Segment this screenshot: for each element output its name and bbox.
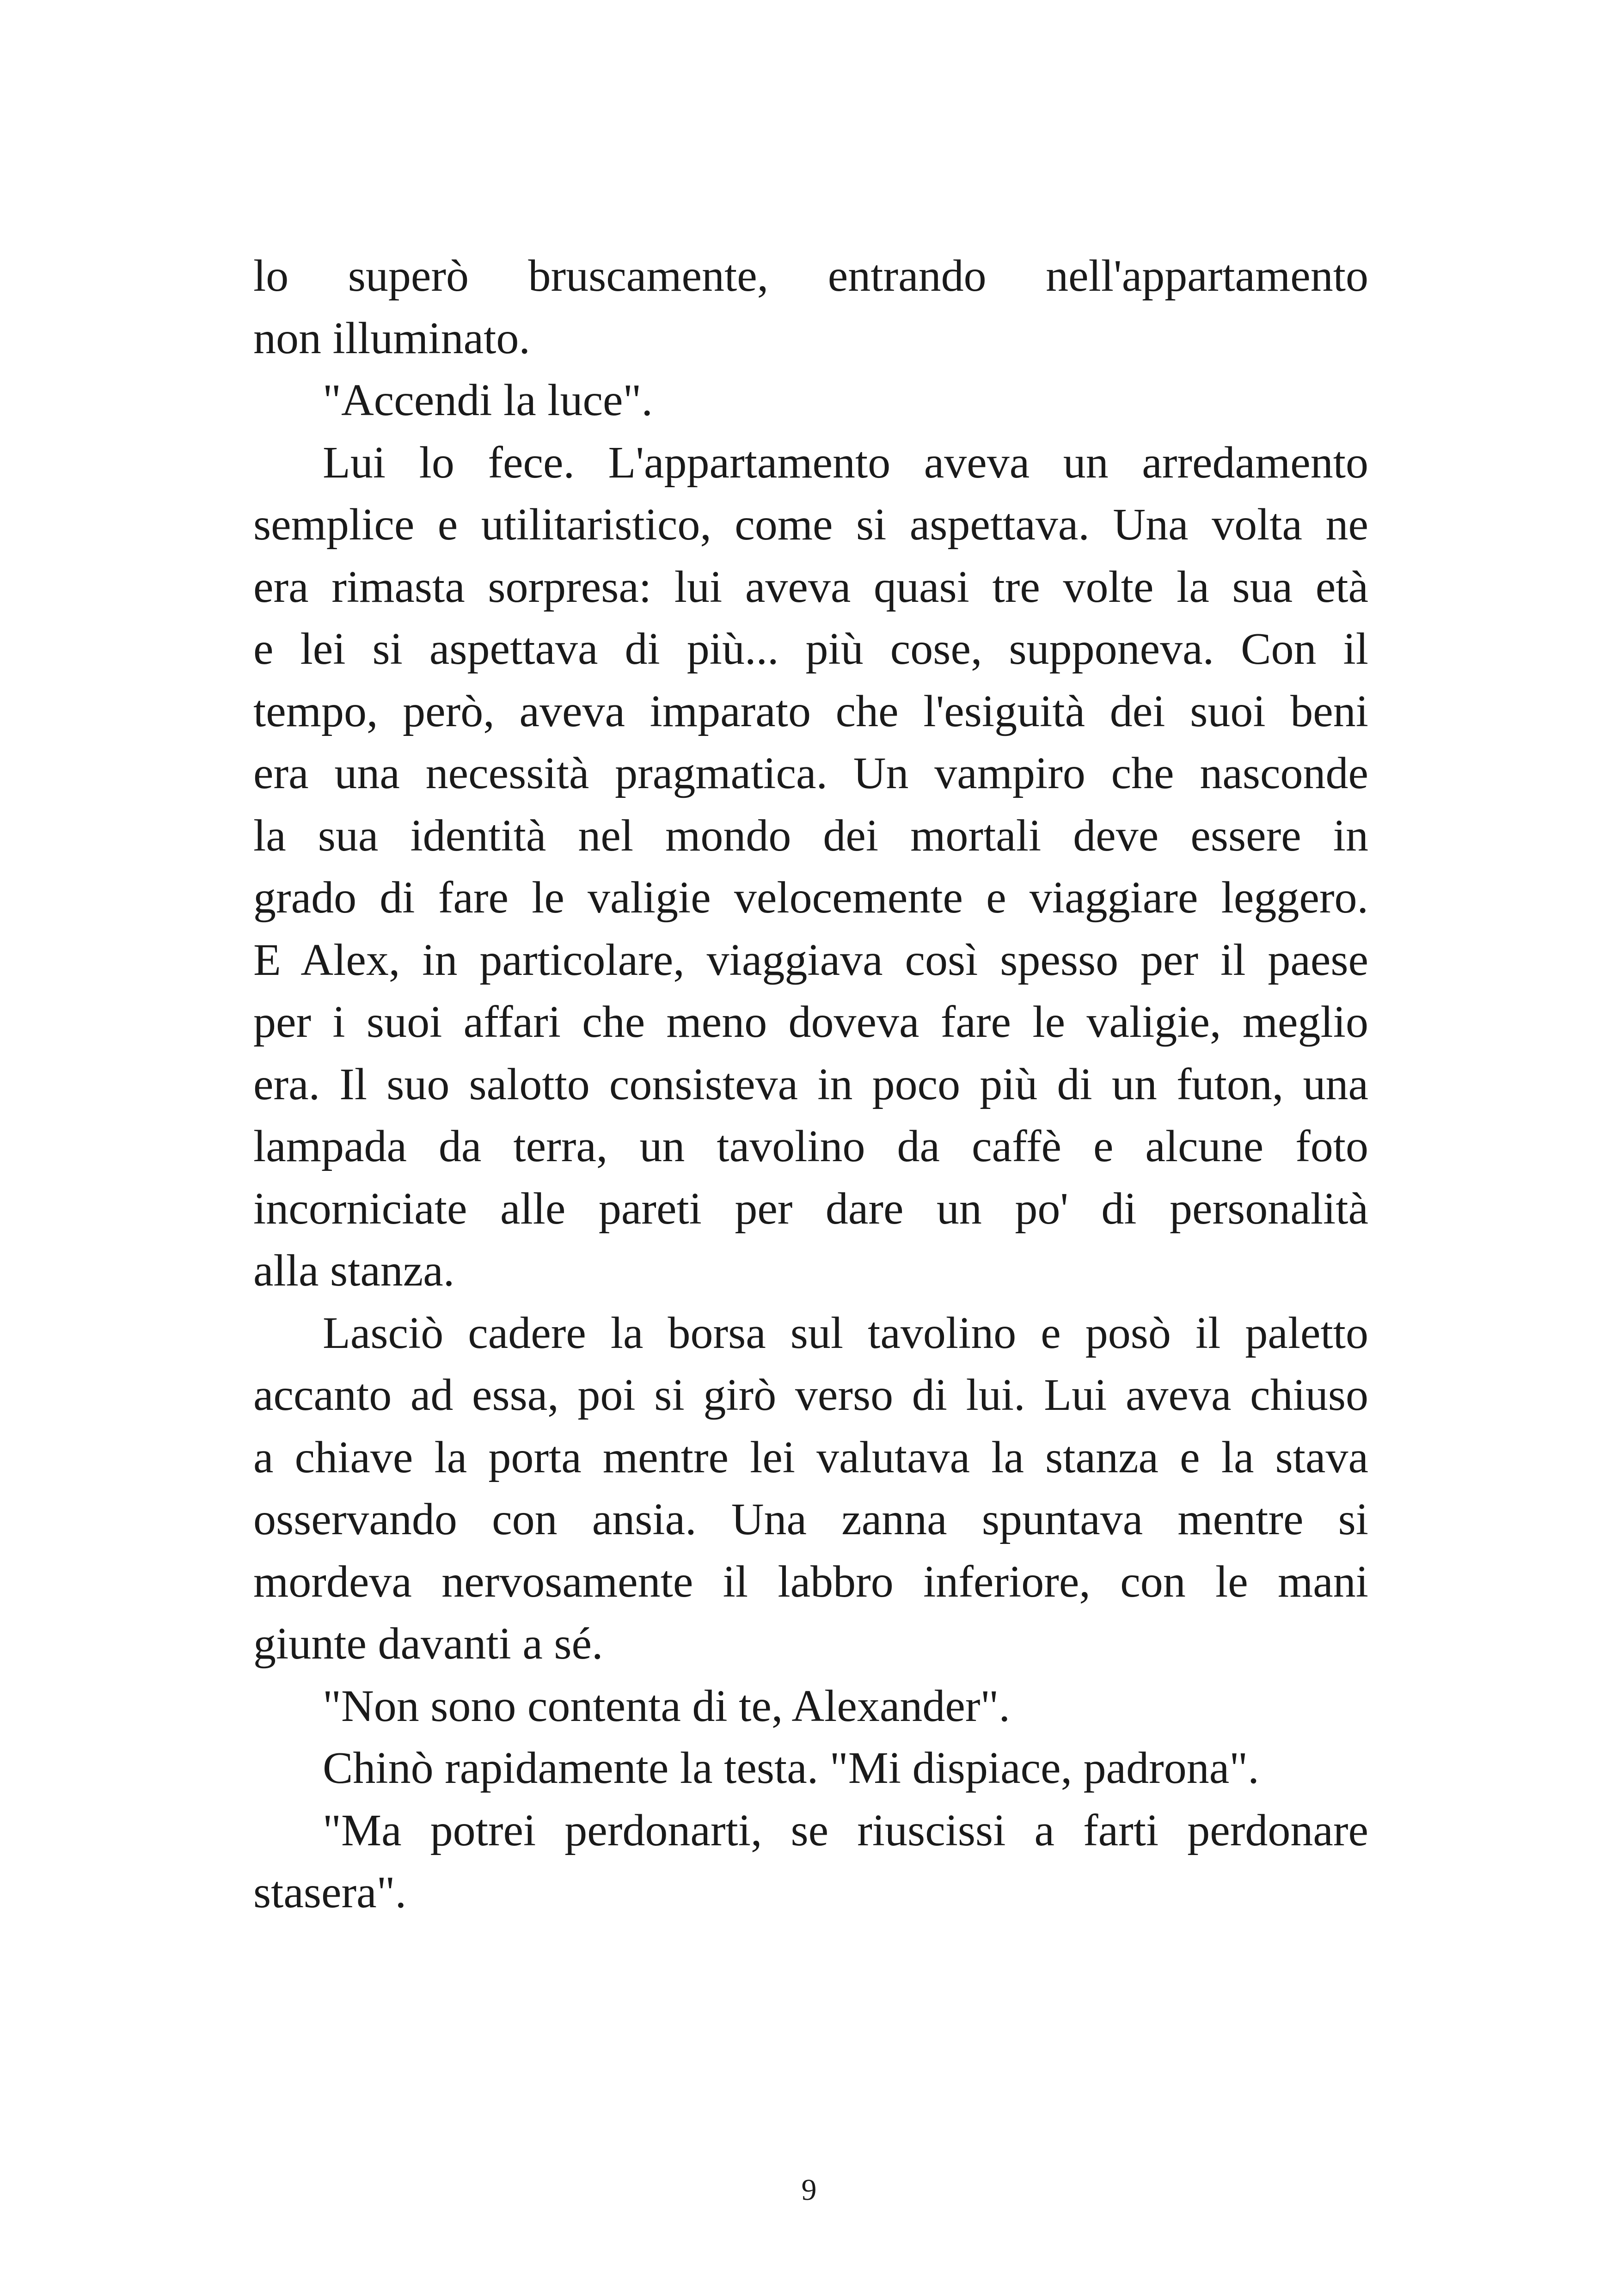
text-line: era. Il suo salotto consisteva in poco più di un futon, una — [253, 1059, 1368, 1109]
page-body — [253, 245, 1368, 1924]
text-line: Lui lo fece. L'appartamento aveva un arredamento — [323, 437, 1368, 488]
text-line: alla stanza. — [253, 1246, 455, 1296]
text-line: giunte davanti a sé. — [253, 1619, 603, 1669]
text-line: osservando con ansia. Una zanna spuntava mentre si — [253, 1494, 1368, 1544]
text-line: incorniciate alle pareti per dare un po' di personalità — [253, 1183, 1368, 1234]
text-line: semplice e utilitaristico, come si aspettava. Una volta ne — [253, 500, 1368, 550]
text-line: stasera". — [253, 1867, 407, 1917]
text-line: per i suoi affari che meno doveva fare le valigie, meglio — [253, 997, 1368, 1047]
text-line: a chiave la porta mentre lei valutava la stanza e la stava — [253, 1432, 1368, 1482]
text-line: accanto ad essa, poi si girò verso di lui. Lui aveva chiuso — [253, 1370, 1368, 1420]
text-line: e lei si aspettava di più... più cose, supponeva. Con il — [253, 624, 1368, 674]
text-line: Chinò rapidamente la testa. "Mi dispiace, padrona". — [323, 1743, 1259, 1793]
text-line: Lasciò cadere la borsa sul tavolino e posò il paletto — [323, 1308, 1368, 1358]
text-line: non illuminato. — [253, 313, 530, 363]
text-line: era una necessità pragmatica. Un vampiro che nasconde — [253, 748, 1368, 798]
text-line: lampada da terra, un tavolino da caffè e alcune foto — [253, 1121, 1368, 1171]
text-line: tempo, però, aveva imparato che l'esiguità dei suoi beni — [253, 686, 1368, 736]
text-line: "Ma potrei perdonarti, se riuscissi a farti perdonare — [323, 1805, 1368, 1855]
text-line: "Non sono contenta di te, Alexander". — [323, 1681, 1011, 1731]
text-line: lo superò bruscamente, entrando nell'appartamento — [253, 251, 1368, 301]
text-line: mordeva nervosamente il labbro inferiore, con le mani — [253, 1556, 1368, 1607]
text-line: la sua identità nel mondo dei mortali deve essere in — [253, 810, 1368, 861]
page-number: 9 — [801, 2173, 817, 2207]
text-line: E Alex, in particolare, viaggiava così spesso per il paese — [253, 935, 1368, 985]
text-line: "Accendi la luce". — [323, 375, 653, 425]
text-line: grado di fare le valigie velocemente e viaggiare leggero. — [253, 873, 1368, 923]
text-line: era rimasta sorpresa: lui aveva quasi tre volte la sua età — [253, 562, 1368, 612]
